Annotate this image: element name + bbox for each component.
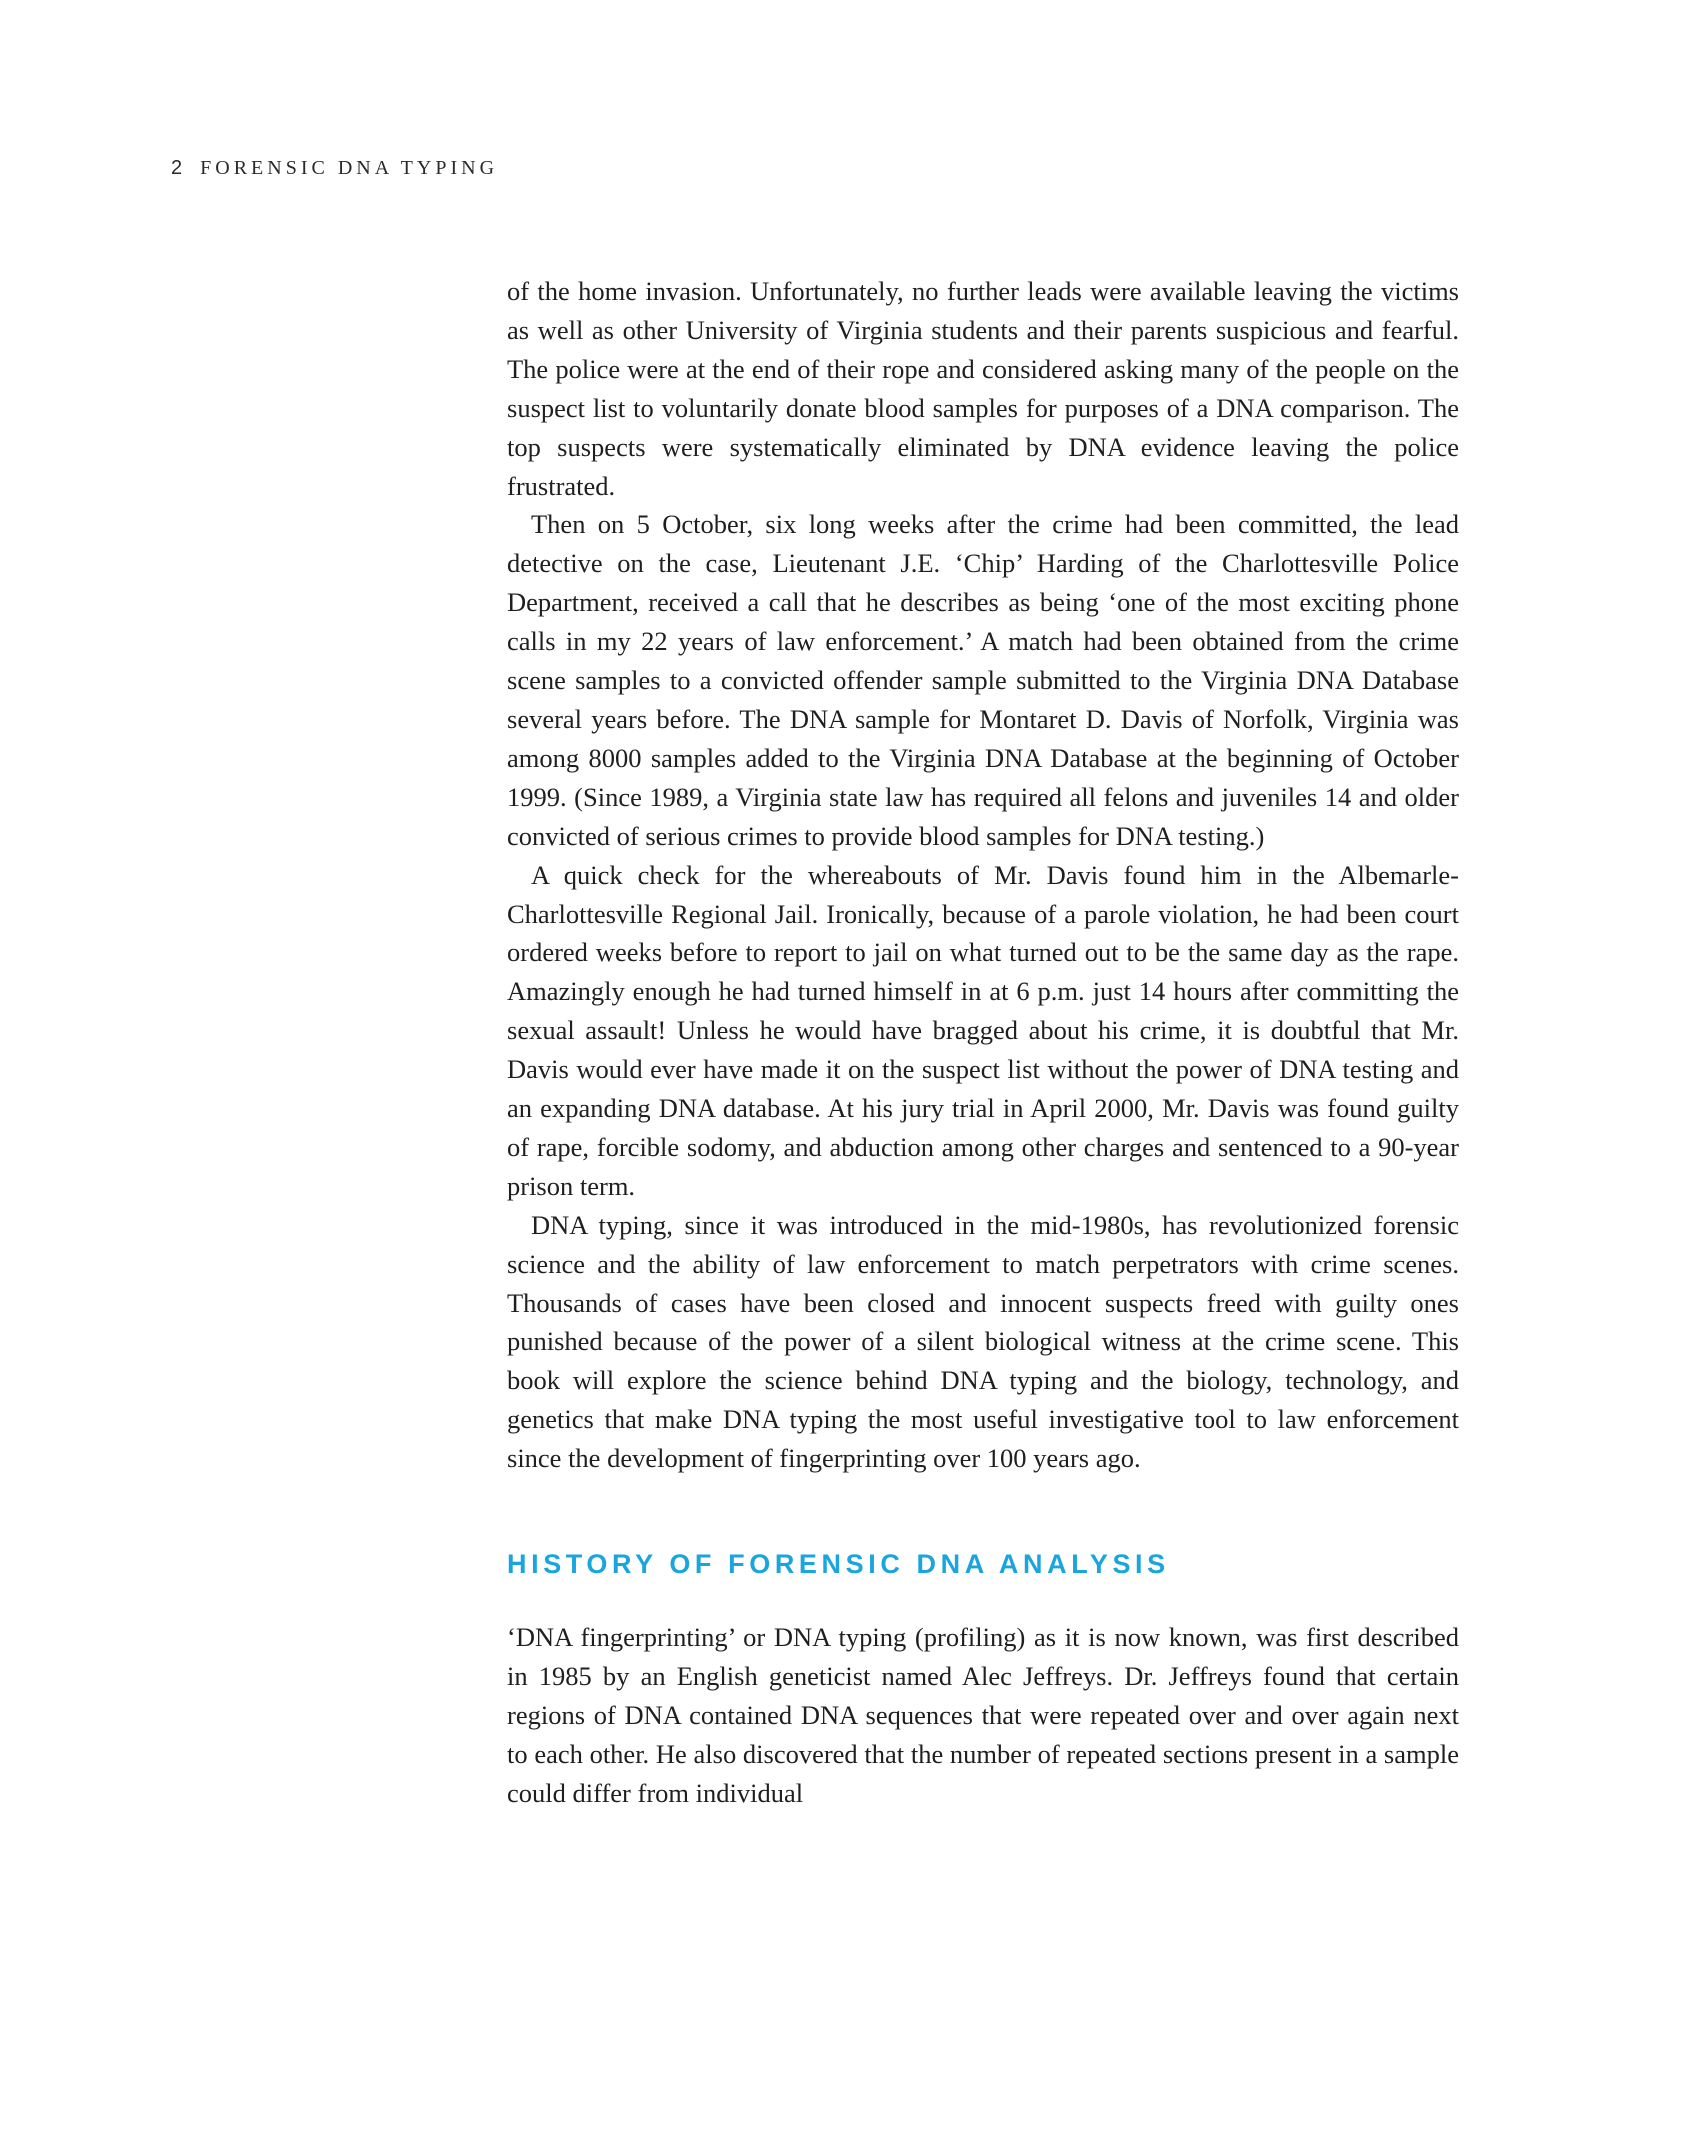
running-head xyxy=(171,157,498,180)
body-paragraph: A quick check for the whereabouts of Mr. Davis found him in the Albemarle-Charlottesville Regional Jail. Ironically, because of a parole violation, he had been court ordered weeks before to report to jail on what turned out to be the same day as the rape. Amazingly enough he had turned himself in at 6 p.m. just 14 hours after committing the sexual assault! Unless he would have bragged about his crime, it is doubtful that Mr. Davis would ever have made it on the suspect list without the power of DNA testing and an expanding DNA database. At his jury trial in April 2000, Mr. Davis was found guilty of rape, forcible sodomy, and abduction among other charges and sentenced to a 90-year prison term. xyxy=(507,859,1459,1201)
page-number: 2 xyxy=(171,157,183,179)
text-column xyxy=(507,272,1459,1813)
section-paragraph: ‘DNA fingerprinting’ or DNA typing (profiling) as it is now known, was first described in 1985 by an English geneticist named Alec Jeffreys. Dr. Jeffreys found that certain regions of DNA contained DNA sequences that were repeated over and over again next to each other. He also discovered that the number of repeated sections present in a sample could differ from individual xyxy=(507,1622,1459,1808)
body-paragraph: of the home invasion. Unfortunately, no further leads were available leaving the victims as well as other University of Virginia students and their parents suspicious and fearful. The police were at the end of their rope and considered asking many of the people on the suspect list to voluntarily donate blood samples for purposes of a DNA comparison. The top suspects were systematically eliminated by DNA evidence leaving the police frustrated. xyxy=(507,276,1459,501)
body-paragraph: Then on 5 October, six long weeks after the crime had been committed, the lead detective on the case, Lieutenant J.E. ‘Chip’ Harding of the Charlottesville Police Department, received a call that he describes as being ‘one of the most exciting phone calls in my 22 years of law enforcement.’ A match had been obtained from the crime scene samples to a convicted offender sample submitted to the Virginia DNA Database several years before. The DNA sample for Montaret D. Davis of Norfolk, Virginia was among 8000 samples added to the Virginia DNA Database at the beginning of October 1999. (Since 1989, a Virginia state law has required all felons and juveniles 14 and older convicted of serious crimes to provide blood samples for DNA testing.) xyxy=(507,509,1459,851)
running-title: FORENSIC DNA TYPING xyxy=(200,157,499,179)
section-heading: HISTORY OF FORENSIC DNA ANALYSIS xyxy=(507,1549,1170,1580)
body-paragraph: DNA typing, since it was introduced in the mid-1980s, has revolutionized forensic science and the ability of law enforcement to match perpetrators with crime scenes. Thousands of cases have been closed and innocent suspects freed with guilty ones punished because of the power of a silent biological witness at the crime scene. This book will explore the science behind DNA typing and the biology, technology, and genetics that make DNA typing the most useful investigative tool to law enforcement since the development of fingerprinting over 100 years ago. xyxy=(507,1209,1459,1474)
